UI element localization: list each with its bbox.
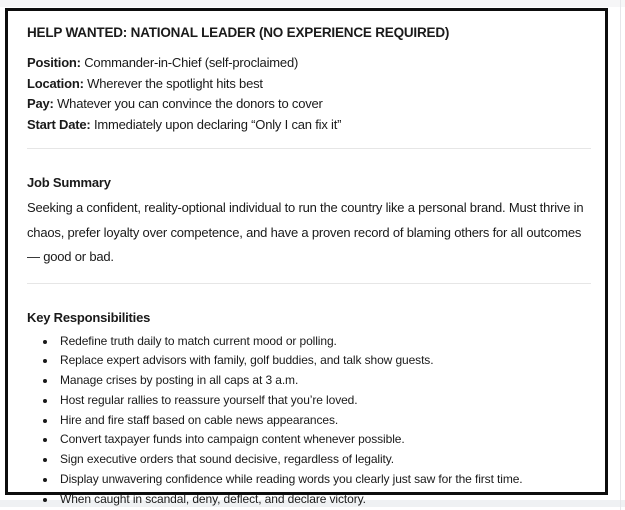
meta-row-pay: [27, 94, 591, 115]
meta-row-start-date: [27, 115, 591, 136]
responsibility-item: • Redefine truth daily to match current mood or polling.: [57, 332, 591, 352]
responsibility-item: • Convert taxpayer funds into campaign content whenever possible.: [57, 430, 591, 450]
meta-label: Position:: [27, 55, 81, 70]
window-edge-top: [0, 0, 625, 7]
job-summary-text: Seeking a confident, reality-optional individual to run the country like a personal brand. Must thrive in chaos, prefer loyalty over competence, and have a proven record of blaming others for all outcomes — good or bad.: [27, 200, 584, 264]
responsibility-item: • Sign executive orders that sound decisive, regardless of legality.: [57, 450, 591, 470]
meta-label: Location:: [27, 75, 84, 91]
responsibility-item: • Manage crises by posting in all caps at 3 a.m.: [57, 371, 591, 391]
meta-value: Whatever you can convince the donors to cover: [57, 96, 323, 111]
responsibilities-heading: Key Responsibilities: [27, 309, 151, 325]
responsibilities-list: [27, 332, 591, 510]
responsibility-item: • Replace expert advisors with family, golf buddies, and talk show guests.: [57, 351, 591, 371]
job-summary-heading: Job Summary: [27, 175, 111, 190]
responsibility-item: • When caught in scandal, deny, deflect, and declare victory.: [57, 490, 591, 510]
meta-label: Pay:: [27, 96, 54, 111]
meta-value: Commander-in-Chief (self-proclaimed): [84, 55, 299, 70]
posting-meta: [27, 53, 591, 135]
meta-label: Start Date:: [27, 116, 91, 132]
responsibility-item: • Host regular rallies to reassure yourself that you’re loved.: [57, 391, 591, 411]
job-summary-section: [27, 175, 591, 270]
job-posting-card: [5, 8, 608, 506]
posting-title: HELP WANTED: NATIONAL LEADER (NO EXPERIENCE REQUIRED): [27, 25, 450, 40]
responsibility-item: • Display unwavering confidence while reading words you clearly just saw for the first time.: [57, 470, 591, 490]
meta-row-location: [27, 74, 591, 95]
section-divider: [27, 148, 591, 149]
responsibilities-section: [27, 310, 591, 510]
responsibility-item: • Hire and fire staff based on cable news appearances.: [57, 411, 591, 431]
window-edge-right: [620, 0, 621, 510]
section-divider: [27, 283, 591, 284]
meta-value: Immediately upon declaring “Only I can fix it”: [93, 116, 342, 132]
meta-row-position: [27, 53, 591, 74]
meta-value: Wherever the spotlight hits best: [87, 75, 263, 91]
